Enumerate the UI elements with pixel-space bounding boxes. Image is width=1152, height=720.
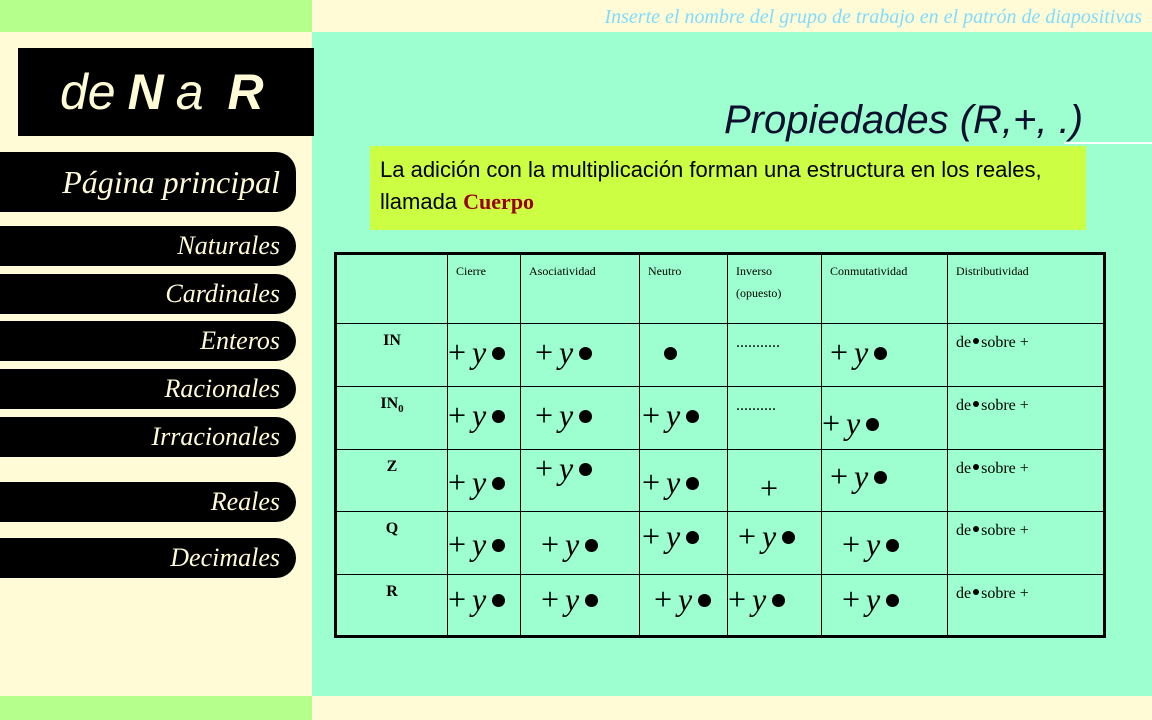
- nav-pagina-principal[interactable]: Página principal: [0, 152, 296, 212]
- top-left-strip: [0, 0, 312, 32]
- nav-decimales[interactable]: Decimales: [0, 538, 296, 578]
- sym-r-neutro: + y: [654, 583, 711, 615]
- sym-r-asoc: + y: [541, 583, 598, 615]
- cell-in-conm: [822, 323, 948, 386]
- cell-q-inverso: [728, 512, 822, 575]
- sym-r-conm: + y: [842, 583, 899, 615]
- cell-z-inverso: [728, 449, 822, 512]
- cell-r-neutro: [640, 575, 728, 636]
- cell-in0-inverso: ..........: [728, 386, 822, 449]
- nav-naturales[interactable]: Naturales: [0, 226, 296, 266]
- header-distributividad: Distributividad: [948, 255, 1104, 324]
- cell-in-cierre: [448, 323, 521, 386]
- header-neutro: Neutro: [640, 255, 728, 324]
- sym-in-conm: + y: [830, 336, 887, 368]
- callout-box: [370, 146, 1086, 230]
- sym-z-neutro: + y: [642, 466, 699, 498]
- logo-mid: N: [127, 64, 164, 120]
- cell-in-dist: de sobre +: [948, 323, 1104, 386]
- row-head-in0: $IN_0$: [337, 386, 448, 449]
- sym-in-cierre: + y: [448, 336, 505, 368]
- cell-q-dist: de sobre +: [948, 512, 1104, 575]
- nav-cardinales[interactable]: Cardinales: [0, 274, 296, 314]
- cell-r-conm: [822, 575, 948, 636]
- cell-z-neutro: [640, 449, 728, 512]
- cell-r-cierre: [448, 575, 521, 636]
- cell-q-neutro: [640, 512, 728, 575]
- cell-in-asoc: [521, 323, 640, 386]
- cell-z-dist: de sobre +: [948, 449, 1104, 512]
- cell-r-dist: de sobre +: [948, 575, 1104, 636]
- cell-r-inverso: [728, 575, 822, 636]
- row-head-q: Q: [337, 512, 448, 575]
- properties-table: [334, 252, 1106, 638]
- sym-q-inverso: + y: [738, 520, 795, 552]
- sym-q-asoc: + y: [541, 528, 598, 560]
- cell-in-inverso: ...........: [728, 323, 822, 386]
- sym-in-asoc: + y: [535, 336, 592, 368]
- sym-q-neutro: + y: [642, 520, 699, 552]
- row-head-r: R: [337, 575, 448, 636]
- row-head-z: Z: [337, 449, 448, 512]
- sym-in0-neutro: + y: [642, 399, 699, 431]
- cell-z-cierre: [448, 449, 521, 512]
- logo: [18, 48, 314, 136]
- sym-q-cierre: + y: [448, 528, 505, 560]
- sym-in-neutro: [664, 336, 677, 368]
- cell-q-asoc: [521, 512, 640, 575]
- callout-text: La adición con la multiplicación forman una estructura en los reales, llamada: [380, 157, 1042, 214]
- sym-r-inverso: + y: [728, 583, 785, 615]
- cell-z-conm: [822, 449, 948, 512]
- header-empty: [337, 255, 448, 324]
- sym-z-inverso: +: [760, 469, 779, 506]
- cell-q-cierre: [448, 512, 521, 575]
- header-asociatividad: Asociatividad: [521, 255, 640, 324]
- bottom-left-strip: [0, 696, 312, 720]
- row-head-in: IN: [337, 323, 448, 386]
- header-cierre: Cierre: [448, 255, 521, 324]
- cell-in0-dist: de sobre +: [948, 386, 1104, 449]
- sym-in0-asoc: + y: [535, 399, 592, 431]
- cell-in0-neutro: [640, 386, 728, 449]
- header-text: Inserte el nombre del grupo de trabajo en el patrón de diapositivas: [604, 6, 1142, 28]
- sym-r-cierre: + y: [448, 583, 505, 615]
- logo-post: R: [227, 64, 264, 120]
- sym-in0-cierre: + y: [448, 399, 505, 431]
- logo-pre: de: [60, 64, 116, 120]
- nav-reales[interactable]: Reales: [0, 482, 296, 522]
- logo-a: a: [175, 64, 204, 120]
- sym-in0-conm: + y: [822, 407, 879, 439]
- nav-enteros[interactable]: Enteros: [0, 321, 296, 361]
- cell-r-asoc: [521, 575, 640, 636]
- cell-q-conm: [822, 512, 948, 575]
- sym-q-conm: + y: [842, 528, 899, 560]
- header-conmutatividad: Conmutatividad: [822, 255, 948, 324]
- callout-accent: Cuerpo: [463, 189, 535, 214]
- cell-in0-asoc: [521, 386, 640, 449]
- cell-z-asoc: [521, 449, 640, 512]
- header-inverso: Inverso (opuesto): [728, 255, 822, 324]
- sym-z-cierre: + y: [448, 466, 505, 498]
- sym-z-conm: + y: [830, 460, 887, 492]
- cell-in0-cierre: [448, 386, 521, 449]
- cell-in0-conm: [822, 386, 948, 449]
- nav-irracionales[interactable]: Irracionales: [0, 417, 296, 457]
- title-underline: [1064, 142, 1152, 144]
- nav-racionales[interactable]: Racionales: [0, 369, 296, 409]
- cell-in-neutro: [640, 323, 728, 386]
- sym-z-asoc: + y: [535, 452, 592, 484]
- slide-title: Propiedades (R,+, .): [724, 98, 1084, 142]
